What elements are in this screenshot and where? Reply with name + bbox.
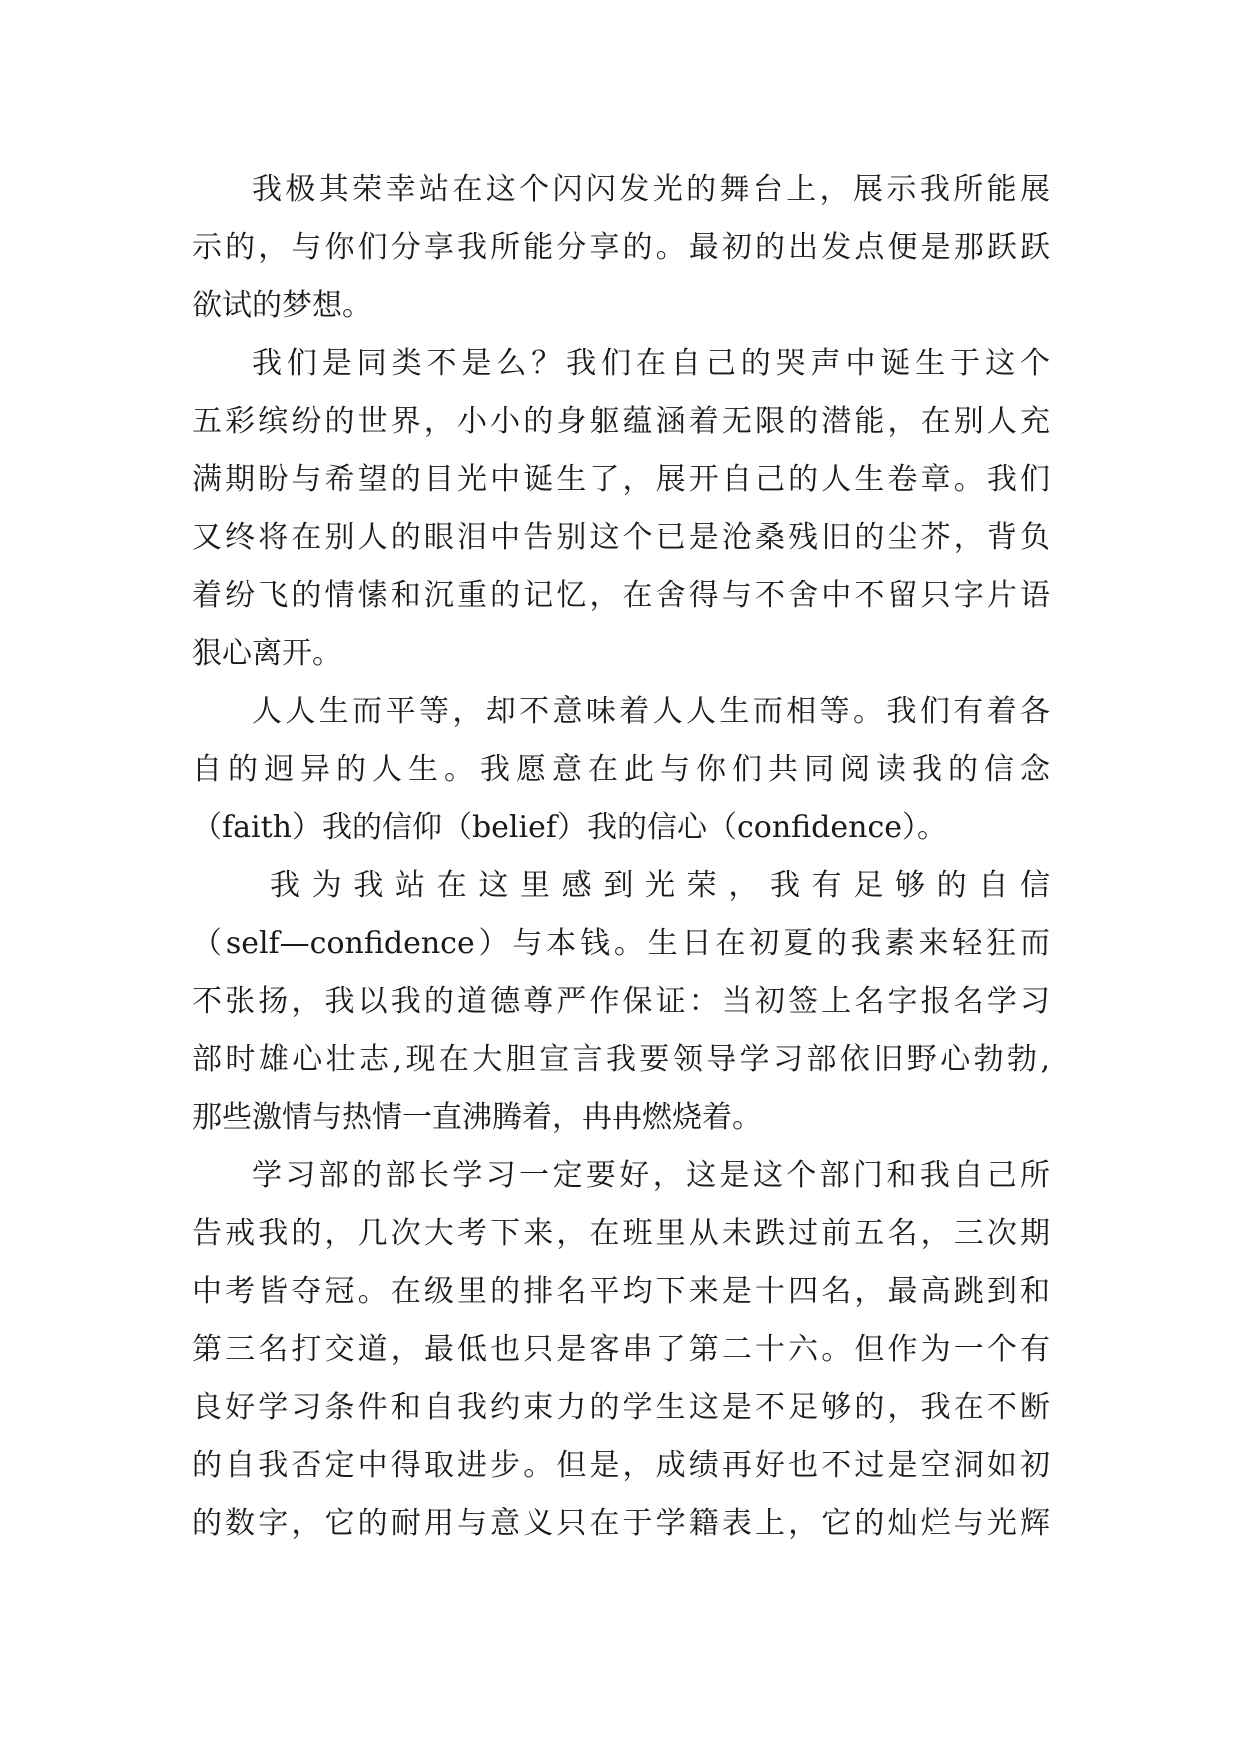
paragraph-4-line-2: （self—confidence）与本钱。生日在初夏的我素来轻狂而 (192, 926, 1050, 961)
paragraph-3-line-3: （faith）我的信仰（belief）我的信心（confidence）。 (192, 810, 947, 845)
paragraph-2-line-5: 着纷飞的情愫和沉重的记忆，在舍得与不舍中不留只字片语 (192, 578, 1050, 613)
paragraph-4-line-4: 部时雄心壮志,现在大胆宣言我要领导学习部依旧野心勃勃, (192, 1042, 1050, 1077)
paragraph-5-line-6: 的自我否定中得取进步。但是，成绩再好也不过是空洞如初 (192, 1448, 1050, 1483)
paragraph-4-line-3: 不张扬，我以我的道德尊严作保证：当初签上名字报名学习 (192, 984, 1050, 1019)
paragraph-1-line-3: 欲试的梦想。 (192, 288, 372, 323)
paragraph-2-line-4: 又终将在别人的眼泪中告别这个已是沧桑残旧的尘芥，背负 (192, 520, 1050, 555)
paragraph-3-line-2: 自的迥异的人生。我愿意在此与你们共同阅读我的信念 (192, 752, 1050, 787)
paragraph-5-line-3: 中考皆夺冠。在级里的排名平均下来是十四名，最高跳到和 (192, 1274, 1050, 1309)
paragraph-1-line-1: 我极其荣幸站在这个闪闪发光的舞台上，展示我所能展 (252, 172, 1050, 207)
paragraph-4-line-5: 那些激情与热情一直沸腾着，冉冉燃烧着。 (192, 1100, 762, 1135)
paragraph-2-line-3: 满期盼与希望的目光中诞生了，展开自己的人生卷章。我们 (192, 462, 1050, 497)
paragraph-2-line-6: 狠心离开。 (192, 636, 342, 671)
paragraph-2-line-2: 五彩缤纷的世界，小小的身躯蕴涵着无限的潜能，在别人充 (192, 404, 1050, 439)
paragraph-5-line-4: 第三名打交道，最低也只是客串了第二十六。但作为一个有 (192, 1332, 1050, 1367)
paragraph-5-line-7: 的数字，它的耐用与意义只在于学籍表上，它的灿烂与光辉 (192, 1506, 1050, 1541)
paragraph-5-line-2: 告戒我的，几次大考下来，在班里从未跌过前五名，三次期 (192, 1216, 1050, 1251)
paragraph-5-line-1: 学习部的部长学习一定要好，这是这个部门和我自己所 (252, 1158, 1050, 1193)
paragraph-2-line-1: 我们是同类不是么？我们在自己的哭声中诞生于这个 (252, 346, 1050, 381)
paragraph-1-line-2: 示的，与你们分享我所能分享的。最初的出发点便是那跃跃 (192, 230, 1050, 265)
paragraph-3-line-1: 人人生而平等，却不意味着人人生而相等。我们有着各 (252, 694, 1050, 729)
paragraph-5-line-5: 良好学习条件和自我约束力的学生这是不足够的，我在不断 (192, 1390, 1050, 1425)
paragraph-4-line-1: 我为我站在这里感到光荣，我有足够的自信 (270, 868, 1050, 903)
